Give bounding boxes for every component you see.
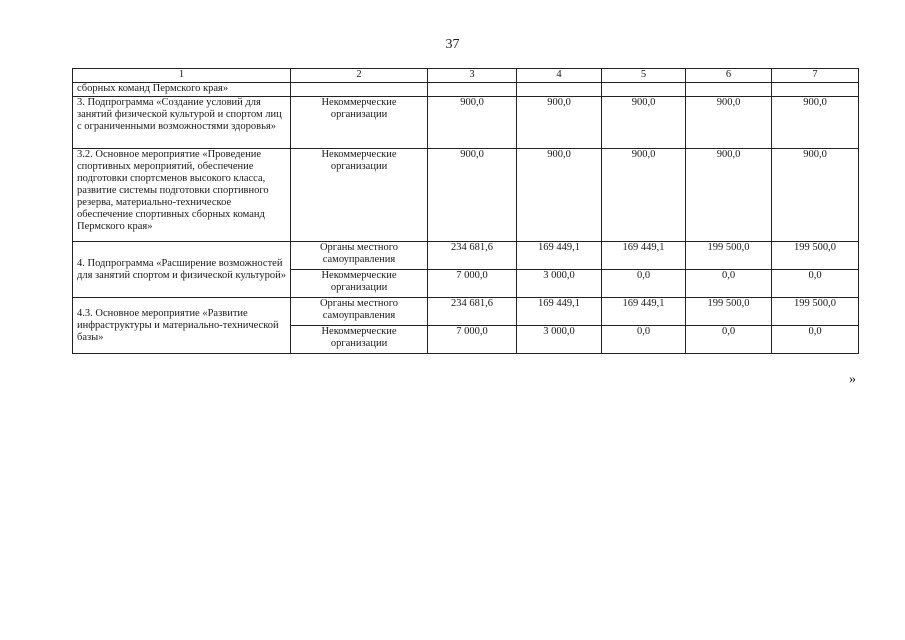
closing-quote: »: [849, 372, 856, 387]
value-cell: 0,0: [686, 326, 772, 354]
executor-cell: Некоммерческие организации: [291, 149, 428, 242]
value-cell: 234 681,6: [428, 298, 517, 326]
table-row: [73, 97, 859, 149]
value-cell: 900,0: [772, 149, 859, 242]
header-cell: 7: [772, 69, 859, 83]
value-cell: [428, 83, 517, 97]
value-cell: 169 449,1: [517, 298, 602, 326]
value-cell: 900,0: [686, 149, 772, 242]
value-cell: 7 000,0: [428, 326, 517, 354]
value-cell: 199 500,0: [686, 242, 772, 270]
value-cell: 0,0: [602, 270, 686, 298]
value-cell: [686, 83, 772, 97]
value-cell: 0,0: [772, 326, 859, 354]
value-cell: 900,0: [602, 149, 686, 242]
value-cell: 0,0: [772, 270, 859, 298]
executor-cell: Некоммерческие организации: [291, 97, 428, 149]
page-number: 37: [445, 37, 460, 52]
value-cell: 900,0: [602, 97, 686, 149]
value-cell: 900,0: [428, 97, 517, 149]
program-name-cell: 3. Подпрограмма «Создание условий для занятий физической культурой и спортом лиц с ограниченными возможностями здоровья»: [73, 97, 291, 149]
table-row: [73, 149, 859, 242]
table-row: [73, 298, 859, 326]
table-row: [73, 242, 859, 270]
value-cell: 169 449,1: [602, 298, 686, 326]
header-cell: 1: [73, 69, 291, 83]
value-cell: 169 449,1: [602, 242, 686, 270]
header-cell: 4: [517, 69, 602, 83]
header-cell: 5: [602, 69, 686, 83]
value-cell: 3 000,0: [517, 270, 602, 298]
value-cell: 0,0: [602, 326, 686, 354]
executor-cell: [291, 83, 428, 97]
program-name-cell: сборных команд Пермского края»: [73, 83, 291, 97]
value-cell: 199 500,0: [772, 242, 859, 270]
header-cell: 2: [291, 69, 428, 83]
value-cell: [602, 83, 686, 97]
value-cell: 3 000,0: [517, 326, 602, 354]
value-cell: 900,0: [428, 149, 517, 242]
executor-cell: Органы местного самоуправления: [291, 242, 428, 270]
executor-cell: Некоммерческие организации: [291, 326, 428, 354]
value-cell: 900,0: [517, 97, 602, 149]
value-cell: 7 000,0: [428, 270, 517, 298]
value-cell: 900,0: [517, 149, 602, 242]
program-name-cell: 3.2. Основное мероприятие «Проведение спортивных мероприятий, обеспечение подготовки спортсменов высокого класса, развитие системы подготовки спортивного резерва, материально-техническое обеспечение спортивных сборных команд Пермского края»: [73, 149, 291, 242]
value-cell: 199 500,0: [772, 298, 859, 326]
executor-cell: Органы местного самоуправления: [291, 298, 428, 326]
value-cell: 199 500,0: [686, 298, 772, 326]
table-row: [73, 83, 859, 97]
value-cell: 0,0: [686, 270, 772, 298]
header-cell: 3: [428, 69, 517, 83]
budget-table: [72, 68, 859, 354]
program-name-cell: 4.3. Основное мероприятие «Развитие инфраструктуры и материально-технической базы»: [73, 298, 291, 354]
value-cell: 900,0: [686, 97, 772, 149]
table-header-row: [73, 69, 859, 83]
value-cell: 900,0: [772, 97, 859, 149]
value-cell: 234 681,6: [428, 242, 517, 270]
value-cell: [517, 83, 602, 97]
executor-cell: Некоммерческие организации: [291, 270, 428, 298]
header-cell: 6: [686, 69, 772, 83]
value-cell: 169 449,1: [517, 242, 602, 270]
value-cell: [772, 83, 859, 97]
program-name-cell: 4. Подпрограмма «Расширение возможностей для занятий спортом и физической культурой»: [73, 242, 291, 298]
